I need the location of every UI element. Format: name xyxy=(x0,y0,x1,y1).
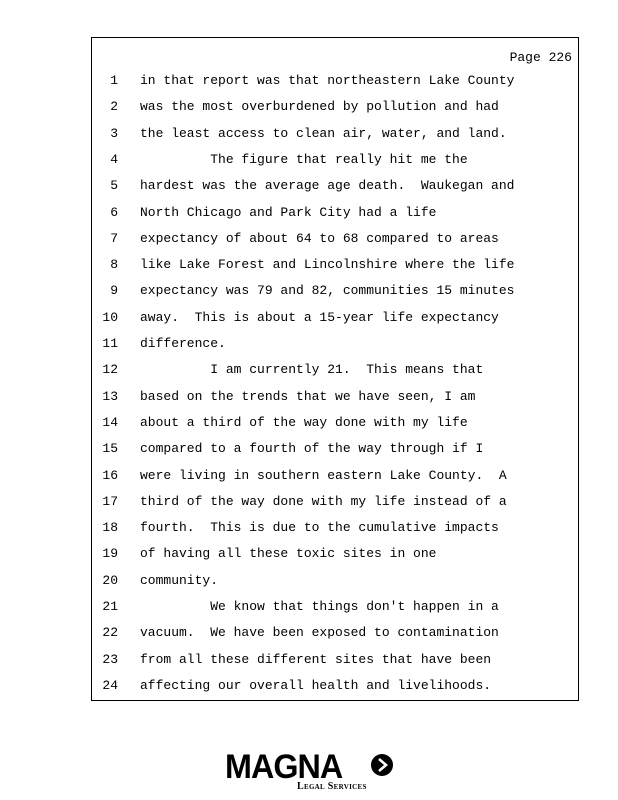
line-number: 23 xyxy=(102,651,118,667)
line-number: 5 xyxy=(110,178,118,194)
line-text: away. This is about a 15-year life expectancy xyxy=(140,309,499,325)
transcript-line xyxy=(92,334,578,354)
transcript-line xyxy=(92,623,578,643)
line-number: 10 xyxy=(102,309,118,325)
line-text: in that report was that northeastern Lake County xyxy=(140,73,515,88)
line-number: 14 xyxy=(102,414,118,430)
line-text: The figure that really hit me the xyxy=(140,151,468,167)
line-text: third of the way done with my life instead of a xyxy=(140,493,507,509)
transcript-line xyxy=(92,676,578,696)
line-number: 18 xyxy=(102,520,118,536)
transcript-line xyxy=(92,650,578,670)
line-text: hardest was the average age death. Waukegan and xyxy=(140,178,515,194)
transcript-line xyxy=(92,597,578,617)
magna-logo xyxy=(225,750,400,794)
transcript-line xyxy=(92,203,578,223)
line-number: 16 xyxy=(102,467,118,483)
line-text: vacuum. We have been exposed to contamination xyxy=(140,625,499,641)
transcript-line xyxy=(92,439,578,459)
transcript-line xyxy=(92,176,578,196)
line-text: the least access to clean air, water, and land. xyxy=(140,125,507,141)
line-text: expectancy of about 64 to 68 compared to areas xyxy=(140,230,499,246)
line-text: difference. xyxy=(140,336,226,351)
transcript-line xyxy=(92,387,578,407)
line-text: North Chicago and Park City had a life xyxy=(140,204,437,220)
line-text: community. xyxy=(140,572,219,588)
transcript-line xyxy=(92,413,578,433)
line-number: 13 xyxy=(102,388,118,404)
logo-subtitle: Legal Services xyxy=(297,781,367,792)
arrow-circle-icon xyxy=(371,754,393,776)
line-number: 2 xyxy=(110,99,118,115)
line-text: based on the trends that we have seen, I am xyxy=(140,388,476,404)
line-number: 8 xyxy=(110,257,118,273)
line-text: was the most overburdened by pollution and had xyxy=(140,99,499,115)
line-text: We know that things don't happen in a xyxy=(140,599,499,614)
line-number: 7 xyxy=(110,230,118,246)
line-text: of having all these toxic sites in one xyxy=(140,546,437,562)
transcript-line xyxy=(92,229,578,249)
transcript-line xyxy=(92,150,578,170)
transcript-line xyxy=(92,492,578,512)
transcript-line xyxy=(92,518,578,538)
logo-wordmark: MAGNA xyxy=(225,748,343,786)
line-text: expectancy was 79 and 82, communities 15 minutes xyxy=(140,283,515,299)
transcript-line xyxy=(92,466,578,486)
line-number: 11 xyxy=(102,336,118,351)
transcript-line xyxy=(92,544,578,564)
line-number: 22 xyxy=(102,625,118,641)
line-text: fourth. This is due to the cumulative impacts xyxy=(140,520,499,536)
line-number: 15 xyxy=(102,441,118,457)
line-text: about a third of the way done with my life xyxy=(140,414,468,430)
transcript-line xyxy=(92,255,578,275)
transcript-line xyxy=(92,308,578,328)
transcript-line xyxy=(92,571,578,591)
transcript-line xyxy=(92,281,578,301)
line-text: like Lake Forest and Lincolnshire where the life xyxy=(140,257,515,273)
transcript-line xyxy=(92,124,578,144)
page-number: Page 226 xyxy=(509,50,572,65)
line-number: 20 xyxy=(102,572,118,588)
line-number: 17 xyxy=(102,493,118,509)
line-number: 24 xyxy=(102,677,118,693)
line-text: affecting our overall health and livelihoods. xyxy=(140,677,492,693)
line-number: 1 xyxy=(110,73,118,88)
line-text: were living in southern eastern Lake County. A xyxy=(140,467,507,483)
line-number: 9 xyxy=(110,283,118,299)
transcript-line xyxy=(92,71,578,91)
line-number: 4 xyxy=(110,151,118,167)
transcript-page xyxy=(91,37,579,701)
line-number: 21 xyxy=(102,599,118,614)
line-number: 19 xyxy=(102,546,118,562)
transcript-line xyxy=(92,360,578,380)
line-number: 12 xyxy=(102,362,118,378)
line-text: I am currently 21. This means that xyxy=(140,362,484,378)
line-text: from all these different sites that have been xyxy=(140,651,492,667)
line-number: 6 xyxy=(110,204,118,220)
line-number: 3 xyxy=(110,125,118,141)
transcript-line xyxy=(92,97,578,117)
line-text: compared to a fourth of the way through if I xyxy=(140,441,484,457)
